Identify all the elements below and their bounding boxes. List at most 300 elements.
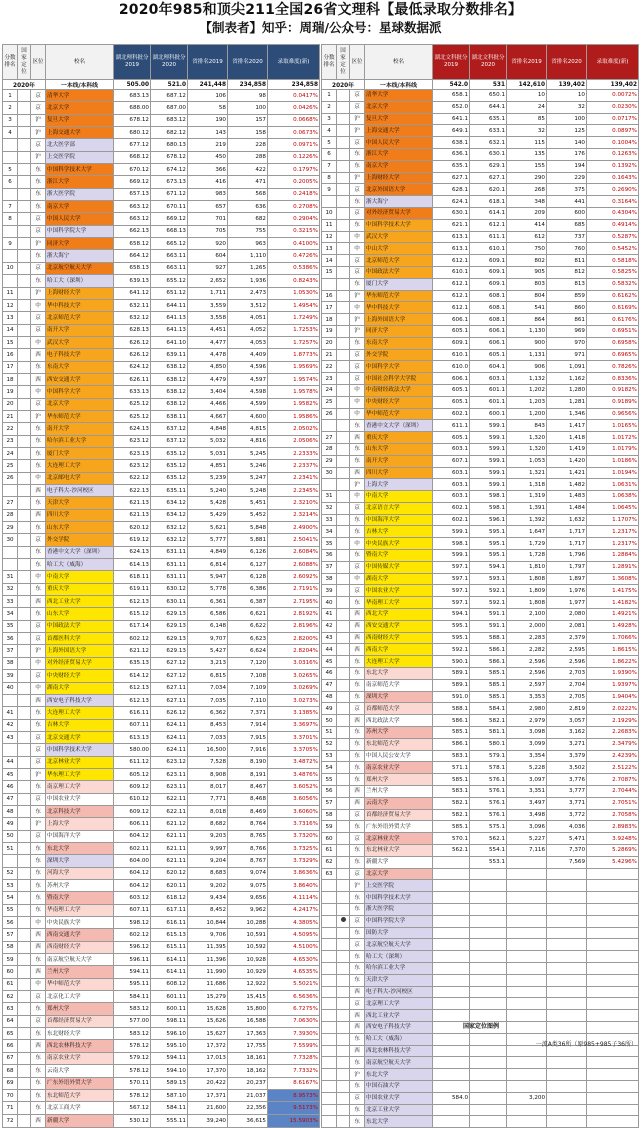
score-2019: 602.12 [114, 929, 151, 941]
score-2020: 593.1 [470, 573, 507, 585]
score-2020: 655.12 [151, 275, 188, 287]
school-name: 清华大学 [46, 90, 114, 102]
prov-rank-2020: 4,052 [228, 324, 268, 336]
table-row [3, 102, 320, 114]
score-2019: 627.1 [433, 172, 470, 184]
score-2019 [433, 915, 470, 927]
tier-cell [337, 196, 350, 208]
tier-cell [18, 1003, 31, 1015]
score-2020: 591.1 [470, 609, 507, 621]
score-2019: 605.1 [433, 384, 470, 396]
prov-rank-2019: 3,096 [507, 821, 547, 833]
prov-rank-2019: 920 [188, 238, 228, 250]
score-2019: 626.12 [114, 349, 151, 361]
prov-rank-2019: 1,053 [507, 455, 547, 467]
table-row [322, 691, 639, 703]
table-row [322, 325, 639, 337]
school-name: 天津大学 [365, 974, 433, 986]
school-name: 北京大学 [46, 398, 114, 410]
tier-cell [337, 290, 350, 302]
score-2020: 576.1 [470, 786, 507, 798]
score-2019: 641.12 [114, 287, 151, 299]
score-2020: 600.1 [470, 408, 507, 420]
score-2020: 598.1 [470, 491, 507, 503]
tier-cell [337, 821, 350, 833]
difficulty-percent: 0.0417% [268, 90, 320, 102]
prov-rank-2020: 9,962 [228, 904, 268, 916]
tier-cell [18, 102, 31, 114]
prov-rank-2020: 288 [228, 151, 268, 163]
prov-rank-2020: 6,387 [228, 596, 268, 608]
rank-cell: 56 [322, 786, 337, 798]
rank-cell [322, 880, 337, 892]
difficulty-percent: 0.2708% [268, 201, 320, 213]
school-name: 复旦大学 [365, 113, 433, 125]
rank-cell: 17 [3, 361, 18, 373]
rank-cell: 16 [322, 290, 337, 302]
difficulty-percent: 3.8636% [268, 867, 320, 879]
table-row [3, 880, 320, 892]
score-2019: 626.12 [114, 336, 151, 348]
prov-rank-2020 [547, 1069, 587, 1081]
school-name: 首都经济贸易大学 [365, 809, 433, 821]
school-name: 南京农业大学 [365, 762, 433, 774]
region-cell: 东 [350, 974, 365, 986]
prov-rank-2019: 3,097 [507, 774, 547, 786]
prov-rank-2020: 861 [547, 314, 587, 326]
school-name: 郑州大学 [365, 774, 433, 786]
score-2019: 610.1 [433, 349, 470, 361]
tier-cell [18, 657, 31, 669]
tier-cell [337, 1104, 350, 1116]
liberal-arts-baseline-row [322, 80, 639, 90]
rank-cell: 48 [3, 805, 18, 817]
table-row [3, 855, 320, 867]
prov-rank-2020: 1,418 [547, 432, 587, 444]
school-name: 东北大学 [46, 842, 114, 854]
table-row [3, 978, 320, 990]
table-row [3, 1077, 320, 1089]
table-row [3, 176, 320, 188]
table-row [322, 561, 639, 573]
difficulty-percent [587, 1104, 639, 1116]
tier-cell [337, 809, 350, 821]
difficulty-percent: 3.8640% [268, 880, 320, 892]
region-cell: 京 [350, 585, 365, 597]
school-name: 西安电子科技大学 [46, 694, 114, 706]
table-row [3, 719, 320, 731]
school-name: 上海财经大学 [365, 172, 433, 184]
prov-rank-2020 [547, 962, 587, 974]
region-cell: 京 [31, 991, 46, 1003]
table-row [3, 867, 320, 879]
score-2019: 624.12 [114, 361, 151, 373]
rank-cell: 52 [322, 738, 337, 750]
table-row [322, 727, 639, 739]
table-row [3, 336, 320, 348]
region-cell: 西 [350, 1045, 365, 1057]
difficulty-percent: 2.2345% [268, 485, 320, 497]
prov-rank-2020: 100 [547, 113, 587, 125]
score-2019: 621.1 [433, 219, 470, 231]
rank-cell [3, 559, 18, 571]
difficulty-percent: 0.8243% [268, 275, 320, 287]
school-name: 同济大学 [46, 238, 114, 250]
difficulty-percent: 2.8192% [268, 608, 320, 620]
table-row [322, 585, 639, 597]
prov-rank-2020: 963 [228, 238, 268, 250]
score-2019: 613.1 [433, 243, 470, 255]
region-cell: 京 [350, 90, 365, 102]
score-2019 [433, 892, 470, 904]
prov-rank-2019: 7,771 [188, 793, 228, 805]
school-name: 广东外语外贸大学 [46, 1077, 114, 1089]
table-row [3, 139, 320, 151]
region-cell: 中 [350, 243, 365, 255]
tier-cell [337, 974, 350, 986]
region-cell: 西 [350, 632, 365, 644]
score-2019: 612.13 [114, 694, 151, 706]
rank-cell: 58 [322, 809, 337, 821]
prov-rank-2019: 1,810 [507, 561, 547, 573]
school-name: 吉林大学 [365, 526, 433, 538]
school-name: 中国海洋大学 [46, 830, 114, 842]
region-cell: 沪 [350, 113, 365, 125]
col-prov-rank-2019: 省排名2019 [188, 45, 228, 80]
rank-cell [322, 1021, 337, 1033]
rank-cell: 60 [322, 833, 337, 845]
score-2019 [433, 986, 470, 998]
score-2020: 599.1 [470, 467, 507, 479]
prov-rank-2019: 155 [507, 160, 547, 172]
tier-cell [18, 201, 31, 213]
table-row [3, 917, 320, 929]
tier-cell [18, 497, 31, 509]
tier-cell [18, 842, 31, 854]
tier-cell [18, 645, 31, 657]
score-2020: 678.12 [151, 151, 188, 163]
prov-rank-2020: 2,703 [547, 668, 587, 680]
prov-rank-2020: 7,371 [228, 707, 268, 719]
difficulty-percent: 1.0645% [587, 502, 639, 514]
baseline-score-2020: 521.0 [151, 80, 188, 90]
prov-rank-2019: 21,600 [188, 1102, 228, 1114]
rank-cell: 8 [322, 172, 337, 184]
baseline-score-2019: 505.00 [114, 80, 151, 90]
science-header-row [3, 45, 320, 80]
score-2020: 618.1 [470, 196, 507, 208]
school-name: 中央财经大学 [365, 396, 433, 408]
difficulty-percent: 2.5122% [587, 762, 639, 774]
difficulty-percent: 0.0673% [268, 127, 320, 139]
score-2020: 673.13 [151, 176, 188, 188]
prov-rank-2020: 32 [547, 101, 587, 113]
score-2019: 623.13 [114, 447, 151, 459]
prov-rank-2019: 366 [188, 164, 228, 176]
score-2020 [470, 998, 507, 1010]
score-2019: 635.13 [114, 657, 151, 669]
difficulty-percent: 2.5041% [268, 534, 320, 546]
school-name: 西北大学 [365, 609, 433, 621]
prov-rank-2019: 1,319 [507, 491, 547, 503]
school-name: 重庆大学 [46, 583, 114, 595]
tier-cell [18, 682, 31, 694]
rank-cell: 13 [3, 312, 18, 324]
score-2020: 612.1 [470, 219, 507, 231]
prov-rank-2019: 39,240 [188, 1114, 228, 1128]
prov-rank-2020: 6,622 [228, 620, 268, 632]
table-row [322, 679, 639, 691]
table-row [322, 207, 639, 219]
baseline-rank-2019: 241,448 [188, 80, 228, 90]
school-name: 哈尔滨工业大学 [365, 962, 433, 974]
prov-rank-2020: 3,772 [547, 809, 587, 821]
tier-cell [18, 114, 31, 126]
prov-rank-2019: 85 [507, 113, 547, 125]
region-cell: 京 [350, 561, 365, 573]
school-name: 郑州大学 [46, 1003, 114, 1015]
table-row [322, 160, 639, 172]
score-2019: 603.1 [433, 467, 470, 479]
prov-rank-2020 [547, 903, 587, 915]
rank-cell: 15 [322, 266, 337, 278]
region-cell: 西 [31, 694, 46, 706]
region-cell: 京 [31, 670, 46, 682]
rank-cell: 31 [322, 491, 337, 503]
rank-cell: 18 [322, 314, 337, 326]
school-name: 山东大学 [46, 608, 114, 620]
score-2019: 664.12 [114, 250, 151, 262]
score-2019: 636.1 [433, 148, 470, 160]
school-name: 北京理工大学 [365, 998, 433, 1010]
score-2020: 635.1 [470, 113, 507, 125]
tier-cell [18, 299, 31, 311]
prov-rank-2020: 10,929 [228, 966, 268, 978]
region-cell: 东 [350, 443, 365, 455]
score-2019: 562.1 [433, 845, 470, 857]
rank-cell: 28 [322, 443, 337, 455]
prov-rank-2019: 657 [188, 201, 228, 213]
region-cell: 东 [31, 1077, 46, 1089]
score-2020: 618.12 [151, 892, 188, 904]
region-cell: 东 [350, 1057, 365, 1069]
score-2020: 635.12 [151, 472, 188, 484]
score-2019: 597.1 [433, 573, 470, 585]
school-name: 北京交通大学 [46, 731, 114, 743]
region-cell: 京 [350, 266, 365, 278]
school-name: 中国科学大学 [365, 361, 433, 373]
prov-rank-2020: 1,421 [547, 467, 587, 479]
table-row [322, 821, 639, 833]
region-cell: 东 [350, 903, 365, 915]
school-name: 中国政法大学 [365, 266, 433, 278]
score-2020: 585.1 [470, 691, 507, 703]
rank-cell: 48 [322, 691, 337, 703]
prov-rank-2019: 9,434 [188, 892, 228, 904]
prov-rank-2020: 125 [547, 125, 587, 137]
region-cell: 东 [31, 522, 46, 534]
score-2020: 631.11 [151, 571, 188, 583]
score-2020: 634.12 [151, 497, 188, 509]
prov-rank-2019: 414 [507, 219, 547, 231]
baseline-label: 一本线/本科线 [46, 80, 114, 90]
tier-cell [18, 818, 31, 830]
prov-rank-2019: 9,202 [188, 880, 228, 892]
region-cell: 东 [350, 160, 365, 172]
difficulty-percent: 6.5636% [268, 991, 320, 1003]
score-2019: 571.1 [433, 762, 470, 774]
score-2020: 637.12 [151, 423, 188, 435]
score-2020 [470, 962, 507, 974]
rank-cell: 65 [3, 1028, 18, 1040]
score-2020: 682.12 [151, 127, 188, 139]
score-2019: 594.1 [433, 609, 470, 621]
score-2019 [433, 998, 470, 1010]
prov-rank-2020: 100 [228, 102, 268, 114]
prov-rank-2019: 5,031 [188, 447, 228, 459]
region-cell: 京 [31, 139, 46, 151]
table-row [322, 125, 639, 137]
prov-rank-2020: 10,591 [228, 929, 268, 941]
rank-cell: 38 [3, 657, 18, 669]
score-2019: 688.00 [114, 102, 151, 114]
rank-cell: 15 [3, 336, 18, 348]
tier-cell [18, 485, 31, 497]
prov-rank-2019: 3,098 [507, 727, 547, 739]
school-name: 山东大学 [365, 443, 433, 455]
score-2019: 605.1 [433, 432, 470, 444]
tier-cell [337, 738, 350, 750]
region-cell: 京 [31, 324, 46, 336]
school-name: 同济大学 [365, 325, 433, 337]
score-2020: 594.10 [151, 1065, 188, 1077]
rank-cell: 55 [3, 904, 18, 916]
region-cell: 东 [350, 691, 365, 703]
score-2019: 652.0 [433, 101, 470, 113]
prov-rank-2020: 6,623 [228, 633, 268, 645]
table-row [3, 1102, 320, 1114]
prov-rank-2020: 10 [547, 90, 587, 102]
prov-rank-2020: 969 [547, 325, 587, 337]
score-2020: 606.1 [470, 325, 507, 337]
difficulty-percent: 1.7249% [268, 312, 320, 324]
table-row [322, 644, 639, 656]
col-region: 区位 [31, 45, 46, 80]
prov-rank-2020: 3,057 [547, 715, 587, 727]
score-2019: 602.11 [114, 842, 151, 854]
rank-cell: 12 [322, 231, 337, 243]
tier-cell [18, 917, 31, 929]
region-cell: 京 [350, 939, 365, 951]
tier-cell [337, 845, 350, 857]
table-row [322, 609, 639, 621]
difficulty-percent: 0.0426% [268, 102, 320, 114]
score-2020 [470, 951, 507, 963]
table-row [322, 632, 639, 644]
prov-rank-2019: 7,035 [188, 694, 228, 706]
region-cell: 京 [31, 633, 46, 645]
region-cell: 京 [350, 502, 365, 514]
score-2020: 581.1 [470, 727, 507, 739]
table-row [322, 491, 639, 503]
difficulty-percent [587, 1080, 639, 1092]
score-2019 [433, 1057, 470, 1069]
table-row [322, 538, 639, 550]
prov-rank-2019: 705 [188, 225, 228, 237]
score-2019: 611.12 [114, 756, 151, 768]
tier-cell [18, 670, 31, 682]
school-name: 北京语言大学 [365, 502, 433, 514]
difficulty-percent: 0.0897% [587, 125, 639, 137]
rank-cell: 64 [3, 1015, 18, 1027]
difficulty-percent [587, 1069, 639, 1081]
region-cell: 京 [350, 809, 365, 821]
science-table [2, 44, 320, 1128]
region-cell: 东 [350, 337, 365, 349]
table-row [322, 231, 639, 243]
region-cell: 西 [350, 467, 365, 479]
school-name: 暨南大学 [46, 892, 114, 904]
rank-cell: 66 [3, 1040, 18, 1052]
prov-rank-2020: 1,483 [547, 491, 587, 503]
rank-cell: 11 [3, 287, 18, 299]
difficulty-percent: 0.4914% [587, 219, 639, 231]
score-2020: 599.1 [470, 479, 507, 491]
prov-rank-2019: 5,240 [188, 485, 228, 497]
difficulty-percent: 2.3210% [268, 497, 320, 509]
score-2020: 687.00 [151, 102, 188, 114]
table-row [322, 797, 639, 809]
tier-cell [18, 880, 31, 892]
region-cell: 京 [350, 868, 365, 880]
difficulty-percent [587, 974, 639, 986]
score-2020: 627.11 [151, 694, 188, 706]
prov-rank-2019: 6,362 [188, 707, 228, 719]
difficulty-percent: 4.5100% [268, 941, 320, 953]
rank-cell: 68 [3, 1065, 18, 1077]
difficulty-percent: 3.0265% [268, 670, 320, 682]
region-cell: 东 [31, 250, 46, 262]
score-2019: 622.13 [114, 485, 151, 497]
prov-rank-2019 [507, 1057, 547, 1069]
prov-rank-2019: 15,628 [188, 1003, 228, 1015]
school-name: 西安电子科技大学 [365, 1021, 433, 1033]
school-name: 北京科技大学 [46, 805, 114, 817]
tier-cell [337, 668, 350, 680]
table-row [322, 514, 639, 526]
prov-rank-2019 [507, 903, 547, 915]
prov-rank-2020: 812 [547, 266, 587, 278]
tier-cell [18, 1077, 31, 1089]
table-row [322, 927, 639, 939]
score-2019: 605.1 [433, 325, 470, 337]
table-row [322, 1116, 639, 1128]
prov-rank-2020: 1,484 [547, 502, 587, 514]
difficulty-percent: 2.4900% [268, 522, 320, 534]
rank-cell: 1 [3, 90, 18, 102]
score-2020: 562.1 [470, 833, 507, 845]
rank-cell: 55 [322, 774, 337, 786]
score-2019: 609.12 [114, 781, 151, 793]
rank-cell [322, 420, 337, 432]
prov-rank-2019: 8,453 [188, 719, 228, 731]
region-cell: 东 [31, 201, 46, 213]
tier-cell [337, 644, 350, 656]
rank-cell: 56 [3, 917, 18, 929]
difficulty-percent [587, 951, 639, 963]
prov-rank-2019 [507, 1069, 547, 1081]
score-2019: 633.13 [114, 386, 151, 398]
